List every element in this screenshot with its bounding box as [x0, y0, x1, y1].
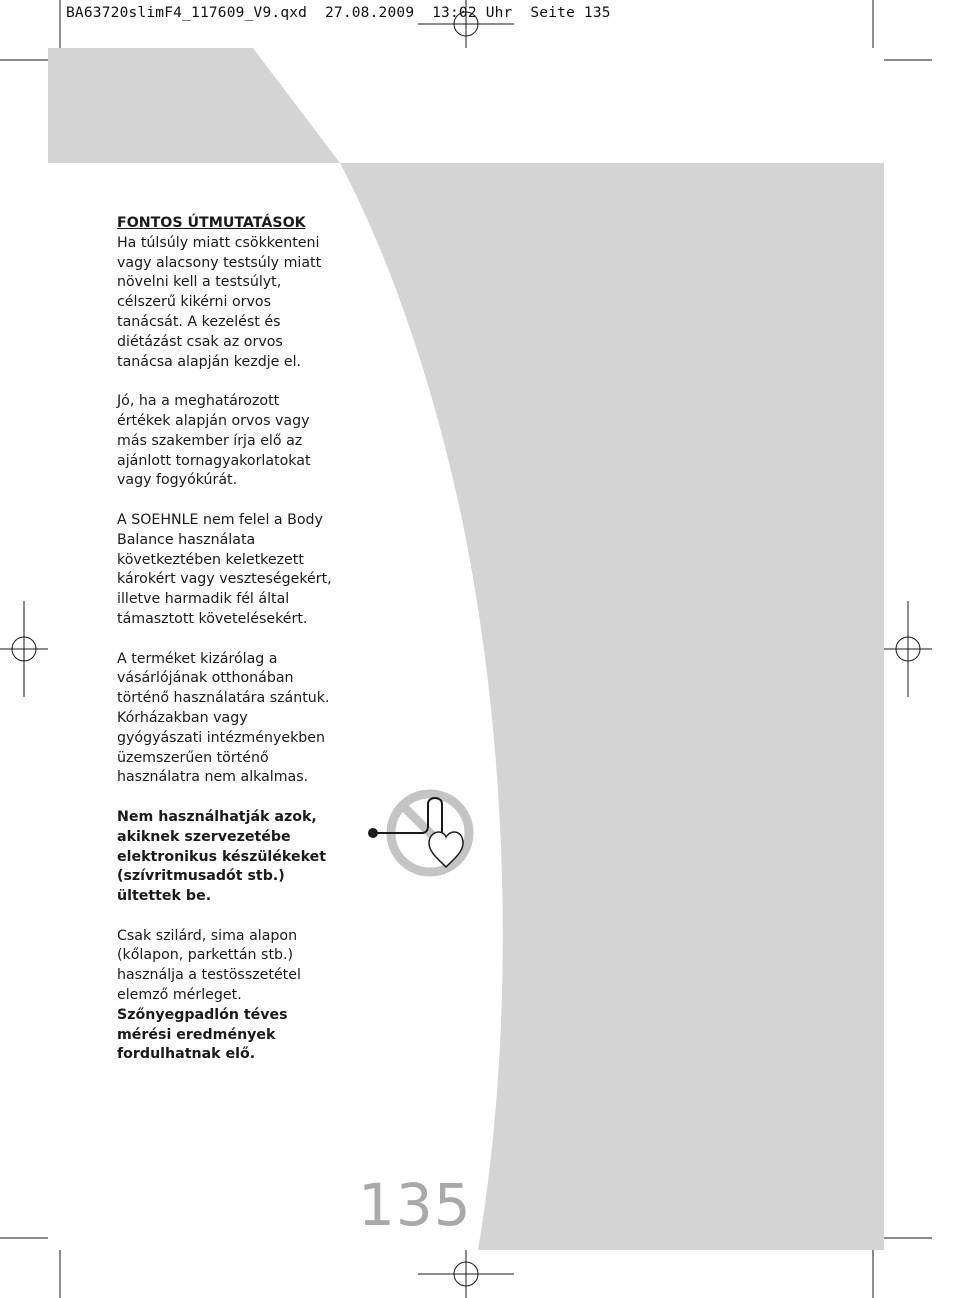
paragraph-2: Jó, ha a meghatározott értékek alapján orvos vagy más szakember írja elő az ajánlott tornagyakorlatokat vagy fogyókúrát. — [117, 393, 311, 489]
print-slug: BA63720slimF4_117609_V9.qxd 27.08.2009 13:02 Uhr Seite 135 — [66, 5, 611, 21]
pacemaker-device — [368, 828, 378, 838]
registration-mark-bottom — [418, 1250, 514, 1298]
registration-mark-right — [884, 601, 932, 697]
instructions-column — [117, 214, 333, 1065]
no-pacemaker-icon — [362, 784, 482, 884]
warning-carpet: Szőnyegpadlón téves mérési eredmények fordulhatnak elő. — [117, 1006, 288, 1063]
paragraph-3: A SOEHNLE nem felel a Body Balance használata következtében keletkezett károkért vagy veszteségekért, illetve harmadik fél által támasztott követelésekért. — [117, 511, 332, 627]
page-number: 135 — [358, 1171, 472, 1239]
section-heading: FONTOS ÚTMUTATÁSOK — [117, 215, 306, 231]
registration-mark-left — [0, 601, 48, 697]
paragraph-5: Csak szilárd, sima alapon (kőlapon, parkettán stb.) használja a testösszetétel elemző mérleget. — [117, 927, 301, 1004]
paragraph-4: A terméket kizárólag a vásárlójának otthonában történő használatára szántuk. Kórházakban vagy gyógyászati intézményekben üzemszerűen történő használatra nem alkalmas. — [117, 650, 330, 786]
paragraph-1: Ha túlsúly miatt csökkenteni vagy alacsony testsúly miatt növelni kell a testsúlyt, célszerű kikérni orvos tanácsát. A kezelést és diétázást csak az orvos tanácsa alapján kezdje el. — [117, 234, 322, 370]
warning-pacemaker: Nem használhatják azok, akiknek szervezetébe elektronikus készülékeket (szívritmusadót stb.) ültettek be. — [117, 808, 327, 905]
